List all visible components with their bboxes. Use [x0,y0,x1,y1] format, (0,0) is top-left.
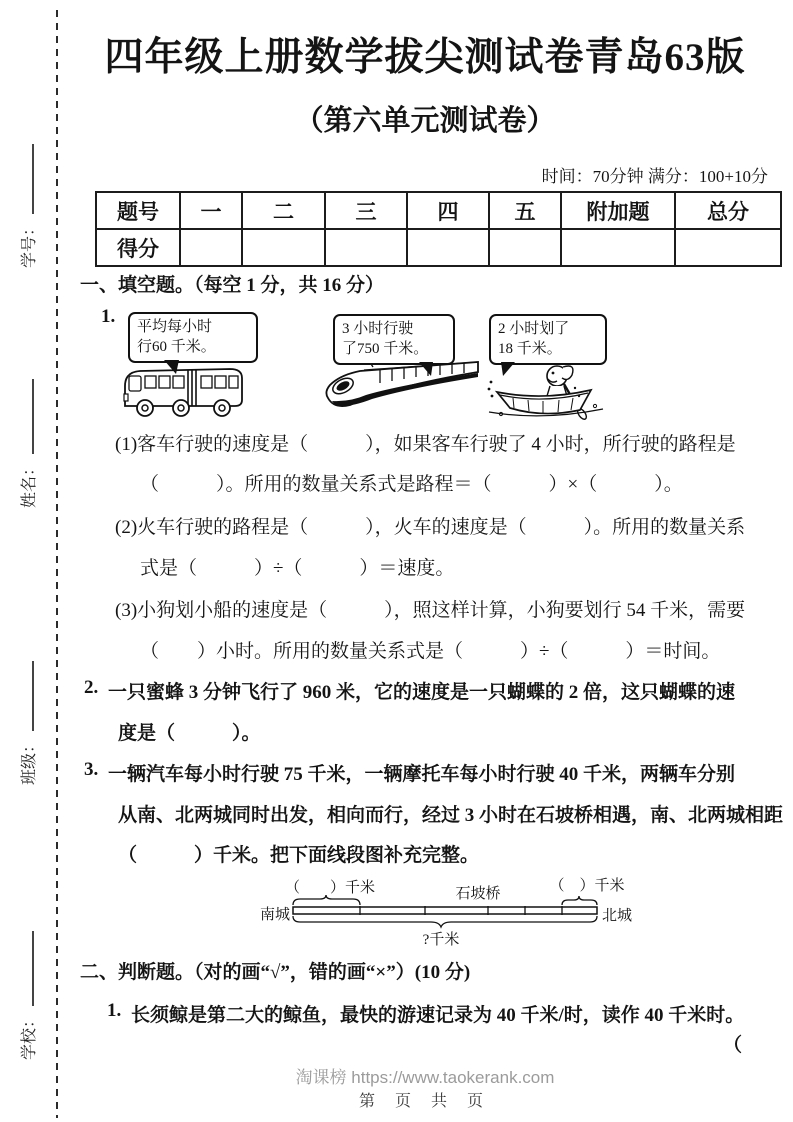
judge-q1-number: 1. [107,1000,122,1021]
q1-sub3-line1: (3)小狗划小船的速度是（ ），照这样计算，小狗要划行 54 千米，需要 [115,600,746,621]
col-header: 五 [489,192,561,229]
fold-dashed-line [56,10,58,1118]
col-header: 四 [407,192,489,229]
train-speech-bubble [333,314,455,365]
bubble-text: 3 小时行驶 [342,321,414,337]
q2-line2: 度是（ ）。 [118,723,261,744]
judge-q1-answer-paren: （ [723,1035,743,1056]
q3-line3: （ ）千米。把下面线段图补充完整。 [118,845,480,866]
q3-number: 3. [84,759,99,780]
col-header: 一 [180,192,242,229]
q3-line2: 从南、北两城同时出发，相向而行，经过 3 小时在石坡桥相遇，南、北两城相距 [118,805,784,826]
bubble-tail [501,362,515,376]
score-cell [325,229,407,266]
col-header: 附加题 [561,192,675,229]
table-row [96,192,781,229]
score-cell [242,229,325,266]
north-city-label: 北城 [601,908,633,924]
bubble-tail [419,362,433,376]
bus-speech-bubble [128,312,258,363]
school-field [16,931,39,1060]
q1-sub2-line2: 式是（ ）÷（ ）＝速度。 [140,558,455,579]
school-label: 学校： [21,1011,38,1060]
q1-number: 1. [101,306,116,327]
col-header: 总分 [675,192,781,229]
dog-speech-bubble [489,314,607,365]
class-blank [18,661,34,731]
q1-sub1-line2: （ ）。所用的数量关系式是路程＝（ ）×（ ）。 [140,474,683,495]
q2-line1: 一只蜜蜂 3 分钟飞行了 960 米，它的速度是一只蝴蝶的 2 倍，这只蝴蝶的速 [108,682,736,703]
page-title: 四年级上册数学拔尖测试卷青岛63版 [104,36,746,79]
q1-sub1-line1: (1)客车行驶的速度是（ ），如果客车行驶了 4 小时，所行驶的路程是 [115,434,736,455]
q1-sub3-line2: （ ）小时。所用的数量关系式是（ ）÷（ ）＝时间。 [140,641,721,662]
table-row [96,229,781,266]
score-table [95,191,782,267]
bubble-text: 平均每小时 [137,319,213,335]
total-km-label: ?千米 [422,932,460,948]
footer-page-label: 第 页 共 页 [358,1093,491,1110]
score-row-label: 得分 [96,229,180,266]
section2-heading: 二、判断题。（对的画“√”，错的画“×”）(10 分) [80,962,471,983]
score-cell [407,229,489,266]
q2-number: 2. [84,677,99,698]
bridge-label: 石坡桥 [455,886,501,902]
bubble-tail [164,360,179,374]
class-field [16,661,39,785]
time-score-meta: 时间：70分钟 满分：100+10分 [541,167,768,186]
class-label: 班级： [21,736,38,785]
left-km-label: （ ）千米 [284,880,376,896]
student-no-blank [18,144,34,214]
bus-icon [118,356,250,420]
student-no-label: 学号： [21,219,38,268]
school-blank [18,931,34,1006]
col-header: 二 [242,192,325,229]
score-cell [561,229,675,266]
bubble-text: 18 千米。 [498,341,562,358]
q1-sub2-line1: (2)火车行驶的路程是（ ），火车的速度是（ ）。所用的数量关系 [115,517,746,538]
page-subtitle: （第六单元测试卷） [294,105,556,137]
col-header: 题号 [96,192,180,229]
q3-line1: 一辆汽车每小时行驶 75 千米，一辆摩托车每小时行驶 40 千米，两辆车分别 [108,764,736,785]
south-city-label: 南城 [259,907,291,923]
footer-site-link: 淘课榜 https://www.taokerank.com [295,1068,555,1087]
bubble-text: 2 小时划了 [498,321,570,337]
name-field [16,379,39,508]
score-cell [180,229,242,266]
judge-q1-text: 长须鲸是第二大的鲸鱼，最快的游速记录为 40 千米/时，读作 40 千米时。 [131,1005,745,1026]
line-segment-diagram [235,874,685,954]
student-no-field [16,144,39,268]
score-cell [675,229,781,266]
bubble-text: 行60 千米。 [137,339,216,356]
score-cell [489,229,561,266]
bubble-text: 了750 千米。 [342,341,429,358]
section1-heading: 一、填空题。（每空 1 分，共 16 分） [80,275,385,296]
col-header: 三 [325,192,407,229]
name-blank [18,379,34,454]
name-label: 姓名： [21,459,38,508]
right-km-label: （ ）千米 [549,878,625,894]
